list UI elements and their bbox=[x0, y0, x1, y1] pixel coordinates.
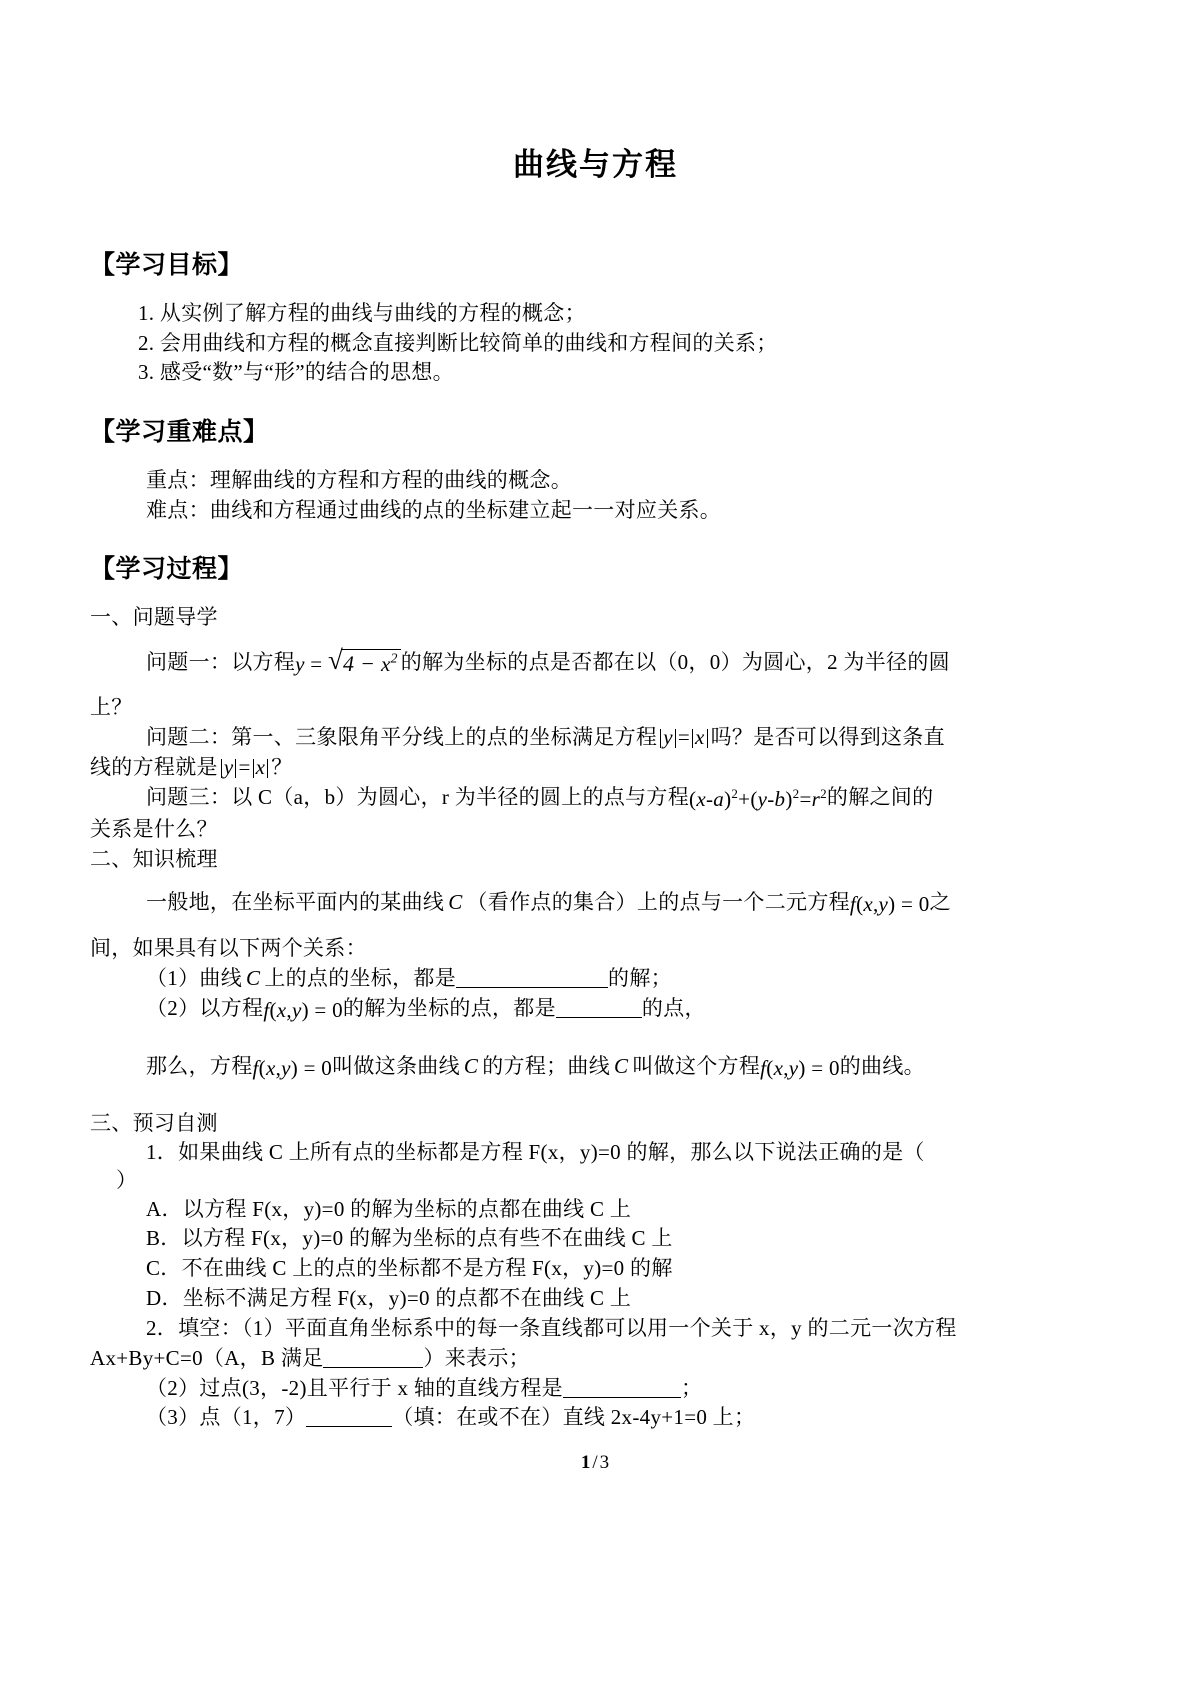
selftest-q2-3-text-a: （3）点（1，7） bbox=[146, 1405, 307, 1430]
question-1-text-a: 问题一：以方程 bbox=[146, 649, 296, 674]
page-number-current: 1 bbox=[580, 1452, 592, 1473]
choice-a[interactable]: A．以方程 F(x，y)=0 的解为坐标的点都在曲线 C 上 bbox=[146, 1196, 632, 1221]
question-1-line bbox=[90, 644, 1101, 680]
curve-symbol: C bbox=[448, 890, 463, 915]
question-2-text-c: 线的方程就是 bbox=[90, 755, 218, 780]
selftest-question-2-part3 bbox=[90, 1403, 1101, 1433]
selftest-question-1: 1．如果曲线 C 上所有点的坐标都是方程 F(x，y)=0 的解，那么以下说法正确的是（ bbox=[146, 1140, 925, 1165]
spacer bbox=[90, 525, 1101, 551]
equation-symbol-fxy: f(x,y) = 0 bbox=[760, 1055, 840, 1080]
page-footer bbox=[0, 1452, 1191, 1474]
choice-b[interactable]: B．以方程 F(x，y)=0 的解为坐标的点有些不在曲线 C 上 bbox=[146, 1226, 673, 1251]
spacer bbox=[90, 1083, 1101, 1109]
choice-c[interactable]: C．不在曲线 C 上的点的坐标都不是方程 F(x，y)=0 的解 bbox=[146, 1256, 673, 1281]
equation-symbol-fxy: f(x,y) = 0 bbox=[849, 892, 930, 917]
objective-item-2: 2. 会用曲线和方程的概念直接判断比较简单的曲线和方程间的关系； bbox=[138, 330, 778, 355]
spacer bbox=[90, 920, 1101, 934]
selftest-question-2-part2 bbox=[90, 1374, 1101, 1404]
question-2-text-a: 问题二：第一、三象限角平分线上的点的坐标满足方程 bbox=[146, 725, 658, 750]
condition-2-line bbox=[90, 994, 1101, 1026]
spacer bbox=[90, 589, 1101, 603]
section-heading-objectives: 【学习目标】 bbox=[90, 252, 244, 280]
circle-equation: $(x-a)^2+(y-b)^2=r^2$ bbox=[689, 785, 827, 811]
selftest-q2-text-c: ）来表示； bbox=[423, 1345, 530, 1370]
curve-symbol: C bbox=[614, 1053, 629, 1078]
question-2-text-b: 吗？是否可以得到这条直 bbox=[710, 725, 945, 750]
abs-equation-2: y = x bbox=[218, 753, 271, 783]
section-heading-process: 【学习过程】 bbox=[90, 556, 244, 584]
fill-blank-condition-1[interactable] bbox=[456, 968, 608, 988]
selftest-q2-text-b: Ax+By+C=0（A，B 满足 bbox=[90, 1345, 324, 1370]
section-heading-key-points: 【学习重难点】 bbox=[90, 419, 269, 447]
fill-blank-q2-1[interactable] bbox=[323, 1348, 423, 1368]
knowledge-intro-line bbox=[90, 888, 1101, 920]
page-number-separator: / bbox=[592, 1452, 599, 1473]
spacer bbox=[90, 452, 1101, 466]
equation-symbol-fxy: f(x,y) = 0 bbox=[252, 1055, 333, 1080]
selftest-question-2-line-b bbox=[90, 1344, 1101, 1374]
knowledge-intro-a: 一般地，在坐标平面内的某曲线 bbox=[146, 890, 445, 915]
conclusion-line bbox=[90, 1052, 1101, 1084]
question-3-continuation: 关系是什么？ bbox=[90, 816, 218, 841]
fill-blank-condition-2[interactable] bbox=[556, 998, 642, 1018]
question-2-line bbox=[90, 723, 1101, 753]
key-point-item-2: 难点：曲线和方程通过曲线的点的坐标建立起一一对应关系。 bbox=[146, 497, 722, 522]
objective-item-1: 1. 从实例了解方程的曲线与曲线的方程的概念； bbox=[138, 300, 586, 325]
conclusion-text-c: 的方程；曲线 bbox=[482, 1053, 611, 1078]
selftest-q2-3-text-b: （填：在或不在）直线 2x-4y+1=0 上； bbox=[392, 1405, 756, 1430]
spacer bbox=[90, 285, 1101, 299]
spacer bbox=[90, 874, 1101, 888]
page-number-total: 3 bbox=[599, 1452, 611, 1473]
curve-symbol: C bbox=[246, 965, 261, 990]
condition-1-text-c: 的解； bbox=[608, 965, 672, 990]
spacer bbox=[90, 1026, 1101, 1052]
fill-blank-q2-3[interactable] bbox=[306, 1407, 392, 1427]
abs-equation-1: y = x bbox=[657, 723, 710, 753]
key-point-item-1: 重点：理解曲线的方程和方程的曲线的概念。 bbox=[146, 467, 572, 492]
question-3-line bbox=[90, 783, 1101, 815]
subsection-label-part3: 三、预习自测 bbox=[90, 1111, 218, 1136]
spacer bbox=[90, 185, 1101, 247]
question-1-text-b: 的解为坐标的点是否都在以（0，0）为圆心，2 为半径的圆 bbox=[400, 649, 950, 674]
condition-2-text-b: 的解为坐标的点，都是 bbox=[342, 995, 556, 1020]
conclusion-text-e: 的曲线。 bbox=[839, 1053, 925, 1078]
selftest-q2-2-text-b: ； bbox=[680, 1375, 703, 1400]
knowledge-intro-c: 之 bbox=[929, 890, 951, 915]
equation-symbol-fxy: f(x,y) = 0 bbox=[263, 997, 343, 1022]
spacer bbox=[90, 388, 1101, 414]
question-1-continuation: 上？ bbox=[90, 695, 133, 720]
curve-symbol: C bbox=[463, 1053, 479, 1078]
selftest-question-1-cont: ） bbox=[116, 1167, 138, 1192]
choice-d[interactable]: D．坐标不满足方程 F(x，y)=0 的点都不在曲线 C 上 bbox=[146, 1286, 632, 1311]
question-3-text-a: 问题三：以 C（a，b）为圆心，r 为半径的圆上的点与方程 bbox=[146, 784, 690, 809]
knowledge-intro-b: （看作点的集合）上的点与一个二元方程 bbox=[466, 890, 850, 915]
page-title: 曲线与方程 bbox=[513, 147, 678, 182]
subsection-label-part2: 二、知识梳理 bbox=[90, 846, 218, 871]
condition-2-text-a: （2）以方程 bbox=[146, 995, 264, 1020]
objective-item-3: 3. 感受“数”与“形”的结合的思想。 bbox=[138, 360, 454, 385]
condition-2-text-c: 的点， bbox=[641, 995, 706, 1020]
conclusion-text-b: 叫做这条曲线 bbox=[332, 1053, 460, 1078]
subsection-label-part1: 一、问题导学 bbox=[90, 604, 218, 629]
spacer bbox=[90, 679, 1101, 693]
question-3-text-b: 的解之间的 bbox=[826, 784, 934, 809]
spacer bbox=[90, 633, 1101, 647]
question-2-continuation bbox=[90, 753, 1101, 783]
question-2-text-d: ？ bbox=[271, 755, 293, 780]
condition-1-line bbox=[90, 964, 1101, 994]
conclusion-text-d: 叫做这个方程 bbox=[632, 1053, 761, 1078]
conclusion-text-a: 那么，方程 bbox=[146, 1053, 253, 1078]
sqrt-formula: y = √ $4 - x^2$ bbox=[295, 647, 401, 680]
condition-1-text-a: （1）曲线 bbox=[146, 965, 242, 990]
condition-1-text-b: 上的点的坐标，都是 bbox=[264, 965, 457, 990]
fill-blank-q2-2[interactable] bbox=[563, 1378, 681, 1398]
selftest-question-2-line-a: 2．填空：（1）平面直角坐标系中的每一条直线都可以用一个关于 x，y 的二元一次方程 bbox=[146, 1315, 957, 1340]
selftest-q2-2-text-a: （2）过点(3，-2)且平行于 x 轴的直线方程是 bbox=[146, 1375, 563, 1400]
knowledge-intro-continuation: 间，如果具有以下两个关系： bbox=[90, 936, 367, 961]
